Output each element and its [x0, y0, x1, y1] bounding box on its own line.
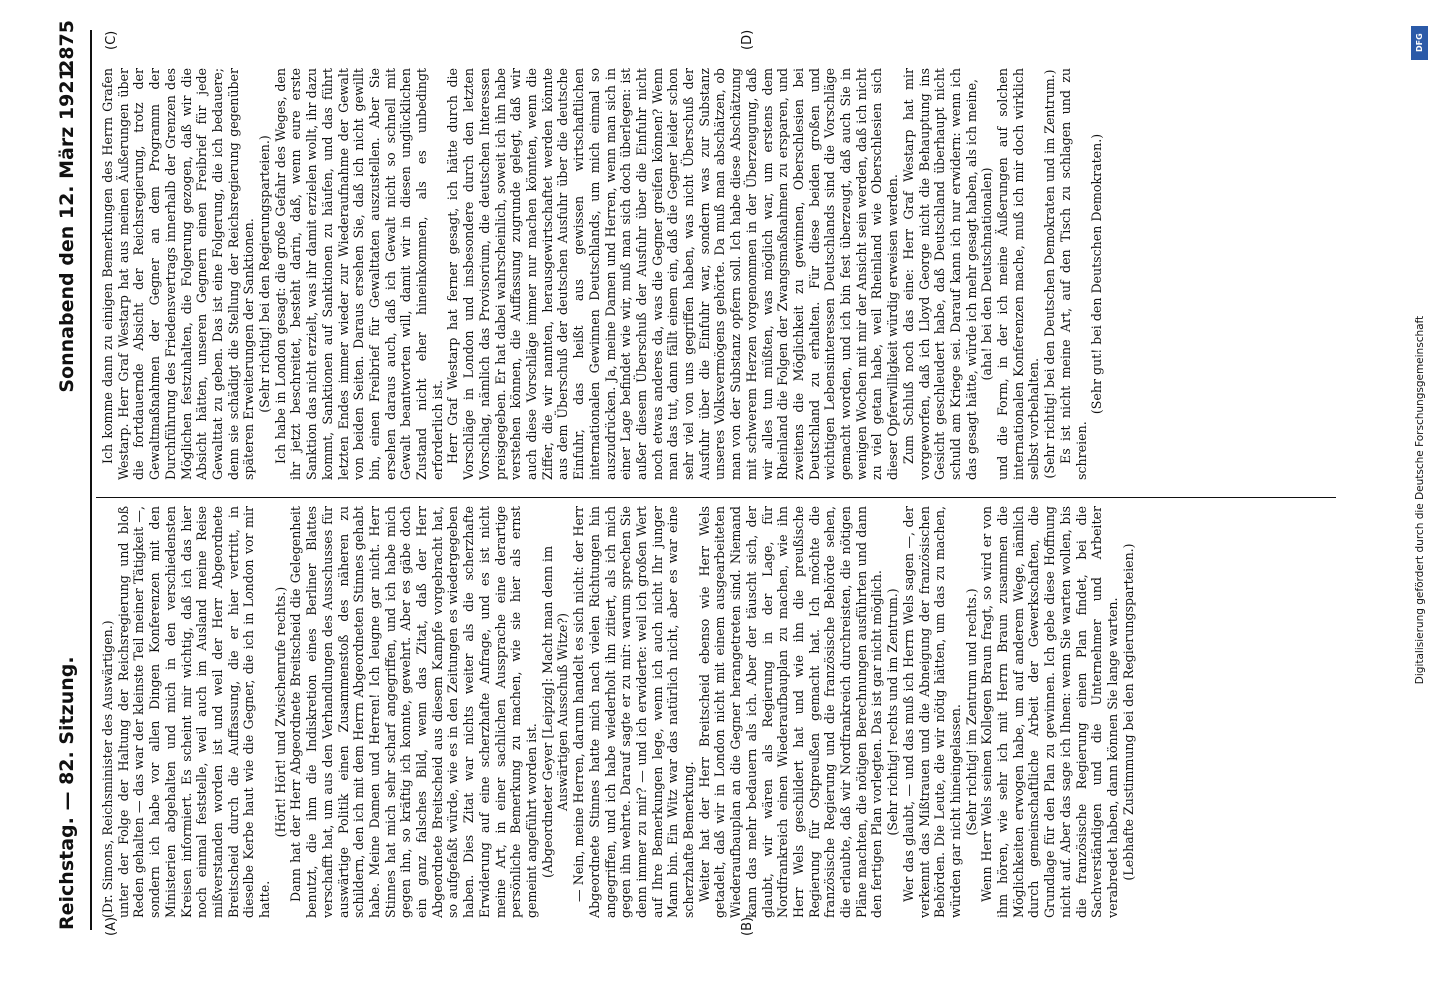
paragraph: Dann hat der Herr Abgeordnete Breitscheid die Gelegenheit benutzt, die ihm die Indiskretion eines Berliner Blattes verschafft hat, um aus den Verhandlungen des Ausschusses für auswärtige Politik einen Zusammenstoß des näheren zu schildern, den ich mit dem Herrn Abgeordneten Stinnes gehabt habe. Meine Damen und Herren! Ich leugne gar nicht. Herr Stinnes hat mich sehr scharf angegriffen, und ich habe mich gegen ihn, so kräftig ich konnte, gewehrt. Aber es gäbe doch ein ganz falsches Bild, wenn das Zitat, daß der Herr Abgeordnete Breitscheid aus diesem Kampfe vorgebracht hat, so aufgefaßt würde, wie es in den Zeitungen es wiedergegeben haben. Dies Zitat war nichts weiter als die scherzhafte Erwiderung auf eine scherzhafte Anfrage, und es ist nicht meine Art, in einer sachlichen Aussprache eine derartige persönliche Bemerkung zu machen, wie sie hier als ernst gemeint angeführt worden ist. — [288, 506, 539, 918]
page-number: 2875 — [56, 20, 78, 73]
paragraph: Weiter hat der Herr Breitscheid ebenso wie Herr Wels getadelt, daß wir in London nicht mit einem ausgearbeiteten Wiederaufbauplan an die Gegner herangetreten sind. Niemand kann das mehr bedauern als ich. Aber der täuscht sich, der glaubt, wir wären als Regierung in der Lage, für Nordfrankreich einen Wiederaufbauplan zu machen, wie ihn Herr Wels geschildert hat und wie ihn die preußische Regierung für Ostpreußen gemacht hat. Ich möchte die französische Regierung und die französische Behörde sehen, die erlaubte, daß wir Nordfrankreich durchreisten, die nötigen Pläne machten, die nötigen Berechnungen ausführten und dann den fertigen Plan vorlegten. Das ist gar nicht möglich. — [696, 506, 885, 918]
paragraph: Wer das glaubt, — und das muß ich Herrn Wels sagen —, der verkennt das Mißtrauen und die Abneigung der französischen Behörden. Die Leute, die wir nötig hätten, um das zu machen, würden gar nicht hineingelassen. — [900, 506, 963, 918]
interjection: (Sehr richtig! bei den Regierungsparteien.) — [257, 135, 273, 413]
page-header — [48, 20, 84, 930]
interjection: (Sehr richtig! bei den Deutschen Demokraten und im Zentrum.) — [1042, 69, 1058, 479]
paragraph: Wenn Herr Wels seinen Kollegen Braun fragt, so wird er von ihm hören, wie sehr ich mit Herrn Braun zusammen die Möglichkeiten erwogen habe, um auf anderem Wege, nämlich durch gemeinschaftliche Arbeit der Gewerkschaften, die Grundlage für den Plan zu gewinnen. Ich gebe diese Hoffnung nicht auf. Aber das sage ich Ihnen: wenn Sie warten wollen, bis die französische Regierung einen Plan findet, bei die Sachverständigen und die Unternehmer und Arbeiter verabredet haben, dann können Sie lange warten. — [979, 506, 1120, 918]
digitization-credit: Digitalisierung gefördert durch die Deutsche Forschungsgemeinschaft — [1414, 315, 1426, 685]
interjection: (aha! bei den Deutschnationalen) — [979, 167, 995, 381]
paragraph: und die Form, in der ich meine Äußerungen auf solchen internationalen Konferenzen mache, muß ich mir doch wirklich selbst vorbehalten. — [995, 68, 1042, 480]
margin-marker-d: (D) — [740, 29, 755, 50]
paragraph: unter der Folge der Haltung der Reichsregierung und bloß Reden gehalten — das war der kleinste Teil meiner Tätigkeit —, sondern ich habe vor allen Dingen Konferenzen mit den Ministerien abgehalten und mich in den verschiedensten Kreisen informiert. Es scheint mir wichtig, daß ich das hier noch einmal feststelle, weil auch im Ausland meine Reise mißverstanden worden ist und weil der Herr Abgeordnete Breitscheid durch die Auffassung, die er hier vertritt, in dieselbe Kerbe haut wie die Gegner, die ich in London vor mir hatte. — [115, 506, 273, 918]
paragraph: Herr Graf Westarp hat ferner gesagt, ich hätte durch die Vorschläge in London und insbesondere durch den letzten Vorschlag, nämlich das Provisorium, die deutschen Interessen preisgegeben. Er hat dabei wahrscheinlich, soweit ich ihn habe verstehen können, die Auffassung zugrunde gelegt, daß wir auch diese Vorschläge immer nur machen könnten, wenn die Ziffer, die wir nannten, herausgewirtschaftet werden könnte aus dem Überschuß der deutschen Ausfuhr über die deutsche Einfuhr, das heißt aus gewissen wirtschaftlichen internationalen Gewinnen Deutschlands, um mich einmal so auszudrücken. Ja, meine Damen und Herren, wenn man sich in einer Lage befindet wie wir, muß man sich doch überlegen: ist außer diesem Überschuß der Ausfuhr über die Einfuhr nicht noch etwas anderes da, was die Gegner greifen können? Wenn man das tut, dann fällt einem ein, daß die Gegner leider schon sehr viel von uns gegriffen haben, was nicht Überschuß der Ausfuhr über die Einfuhr war, sondern was zur Substanz unseres Volksvermögens gehörte. Da muß man abschätzen, ob man von der Substanz opfern soll. Ich habe diese Abschätzung mit schwerem Herzen vorgenommen in der Überzeugung, daß wir alles tun müßten, was möglich war, um erstens dem Rheinland die Folgen der Zwangsmaßnahmen zu ersparen, und zweitens die Möglichkeit zu gewinnen, Oberschlesien bei Deutschland zu erhalten. Für diese beiden großen und wichtigen Lebensinteressen Deutschlands sind die Vorschläge gemacht worden, und ich bin fest überzeugt, daß auch Sie in wenigen Wochen mit mir der Ansicht sein werden, daß ich nicht zu viel getan habe, weil Rheinland wie Oberschlesien sich dieser Opferwilligkeit würdig erweisen werden. — [445, 68, 901, 480]
header-session: Reichstag. — 82. Sitzung. — [56, 656, 78, 930]
header-rule — [90, 30, 92, 930]
paragraph: — Nein, meine Herren, darum handelt es sich nicht: der Herr Abgeordnete Stinnes hatte mich nach vielen Richtungen hin angegriffen, und ich habe wiederholt ihn zitiert, als ich mich gegen ihn wehrte. Darauf sagte er zu mir: warum sprechen Sie denn immer zu mir? — und ich erwiderte: weil ich großen Wert auf Ihre Bemerkungen lege, wenn ich auch nicht Ihr junger Mann bin. Ein Witz war das natürlich nicht, aber es war eine scherzhafte Bemerkung. — [571, 506, 697, 918]
paragraph: Ich komme dann zu einigen Bemerkungen des Herrn Grafen Westarp. Herr Graf Westarp hat aus meinen Äußerungen über die fortdauernde Absicht der Reichsregierung, trotz der Gewaltmaßnahmen der Gegner an dem Programm der Durchführung des Friedensvertrags innerhalb der Grenzen des Möglichen festzuhalten, die Folgerung gezogen, daß wir die Absicht hätten, unseren Gegnern einen Freibrief für jede Gewalttat zu geben. Das ist eine Folgerung, die ich bedauere; denn sie schädigt die Stellung der Reichsregierung gegenüber späteren Erweiterungen der Sanktionen. — [100, 68, 257, 480]
interjection: (Sehr richtig! im Zentrum und rechts.) — [963, 588, 979, 836]
margin-marker-c: (C) — [104, 30, 119, 50]
interjection: (Abgeordneter Geyer [Leipzig]: Macht man denn im Auswärtigen Ausschuß Witze?) — [539, 545, 571, 879]
paragraph: Es ist nicht meine Art, auf den Tisch zu schlagen und zu schreien. — [1057, 68, 1089, 480]
interjection: (Sehr gut! bei den Deutschen Demokraten.) — [1089, 133, 1105, 415]
margin-marker-b: (B) — [740, 916, 755, 936]
right-column — [100, 68, 1350, 480]
speaker-note: (Dr. Simons, Reichsminister des Auswärtigen.) — [100, 620, 115, 918]
left-column — [100, 506, 1350, 918]
dfg-logo-icon: DFG — [1411, 26, 1428, 60]
interjection: (Lebhafte Zustimmung bei den Regierungsparteien.) — [1120, 543, 1136, 881]
margin-marker-a: (A) — [104, 916, 119, 936]
interjection: (Sehr richtig! rechts und im Zentrum.) — [885, 588, 901, 836]
paragraph: Zum Schluß noch das eine: Herr Graf Westarp hat mir vorgeworfen, daß ich Lloyd George nicht die Behauptung ins Gesicht geschleudert habe, daß Deutschland überhaupt nicht schuld am Kriege sei. Darauf kann ich nur erwidern: wenn ich das gesagt hätte, würde ich mehr gesagt haben, als ich meine, — [900, 68, 979, 480]
header-date: Sonnabend den 12. März 1921. — [56, 60, 78, 393]
column-divider — [96, 497, 1336, 498]
paragraph: Ich habe in London gesagt: die große Gefahr des Weges, den ihr jetzt beschreitet, besteht darin, daß, wenn eure erste Sanktion das nicht erzielt, was ihr damit erzielen wollt, ihr dazu kommt, Sanktionen auf Sanktionen zu häufen, und das führt letzten Endes immer wieder zur Wiederaufnahme der Gewalt von beiden Seiten. Daraus ersehen Sie, daß ich nicht gewillt bin, einen Freibrief für Gewalttaten auszustellen. Aber Sie ersehen daraus auch, daß ich Gewalt nicht so schnell mit Gewalt beantworten will, damit wir in diesen unglücklichen Zustand nicht eher hineinkommen, als es unbedingt erforderlich ist. — [272, 68, 445, 480]
digitization-sidebar — [1408, 20, 1432, 980]
interjection: (Hört! Hört! und Zwischenrufe rechts.) — [272, 586, 288, 838]
